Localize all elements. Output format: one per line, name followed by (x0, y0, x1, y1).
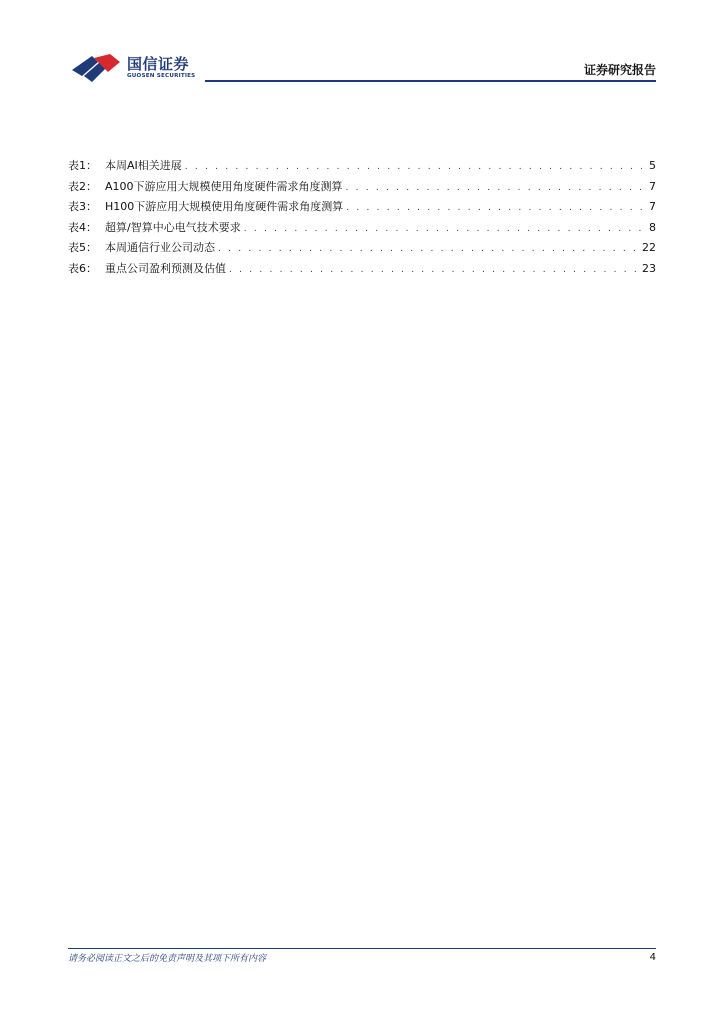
toc-dot-leader (229, 265, 638, 275)
toc-entry-title: 本周AI相关进展 (105, 159, 182, 172)
toc-entry-page: 23 (642, 261, 656, 275)
logo-english-name: GUOSEN SECURITIES (127, 73, 196, 79)
toc-entry[interactable] (68, 178, 656, 199)
toc-entry-page: 5 (649, 159, 656, 172)
toc-entry-label: 表1： (68, 159, 97, 172)
toc-entry[interactable] (68, 239, 656, 260)
report-type-title: 证券研究报告 (583, 63, 656, 77)
toc-entry-title: 重点公司盈利预测及估值 (105, 261, 226, 275)
toc-entry-label: 表2： (68, 179, 97, 193)
toc-entry[interactable] (68, 219, 656, 240)
toc-entry-label: 表6： (68, 261, 97, 275)
guosen-logo (70, 52, 220, 84)
table-of-tables (68, 157, 656, 281)
toc-entry-label: 表3： (68, 200, 97, 214)
toc-entry-page: 22 (642, 241, 656, 255)
header-divider (205, 80, 656, 82)
guosen-logo-icon (70, 52, 126, 84)
toc-dot-leader (346, 203, 642, 213)
toc-entry-label: 表4： (68, 220, 97, 234)
toc-entry-title: A100下游应用大规模使用角度硬件需求角度测算 (105, 179, 343, 193)
toc-dot-leader (346, 183, 642, 193)
toc-dot-leader (218, 244, 638, 254)
toc-entry-page: 7 (649, 200, 656, 214)
toc-dot-leader (244, 224, 642, 234)
toc-entry[interactable] (68, 198, 656, 219)
footer-disclaimer: 请务必阅读正文之后的免责声明及其项下所有内容 (68, 954, 267, 964)
toc-entry-label: 表5： (68, 241, 97, 255)
toc-entry-title: H100下游应用大规模使用角度硬件需求角度测算 (105, 200, 344, 214)
toc-entry[interactable] (68, 157, 656, 178)
page-number: 4 (649, 952, 656, 963)
toc-entry-title: 超算/智算中心电气技术要求 (105, 220, 241, 234)
footer-divider (68, 948, 656, 949)
toc-entry[interactable] (68, 260, 656, 281)
logo-chinese-name: 国信证券 (127, 55, 190, 73)
toc-entry-title: 本周通信行业公司动态 (105, 241, 215, 255)
toc-entry-page: 7 (649, 179, 656, 193)
toc-dot-leader (185, 162, 642, 172)
toc-entry-page: 8 (649, 220, 656, 234)
